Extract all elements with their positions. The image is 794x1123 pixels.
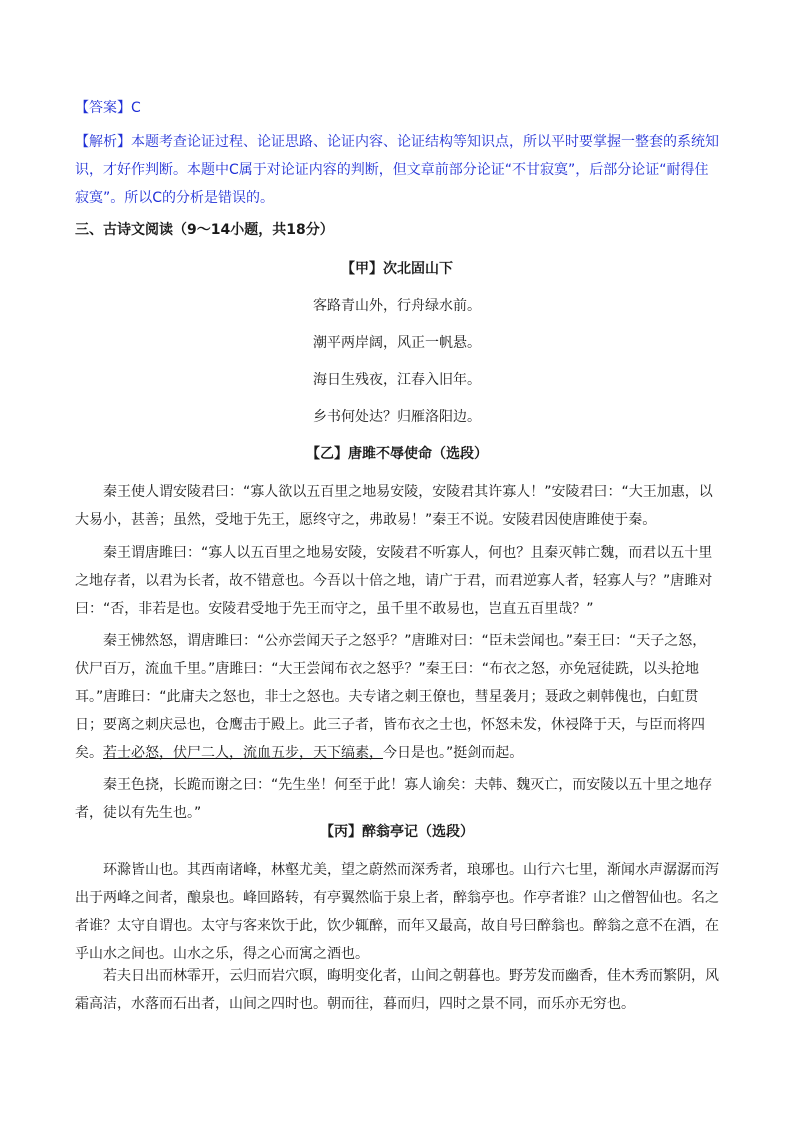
passage-c-paragraph-1: 环滁皆山也。其西南诸峰，林壑尤美，望之蔚然而深秀者，琅琊也。山行六七里，渐闻水声潺潺而泻出于两峰之间者，酿泉也。峰回路转，有亭翼然临于泉上者，醉翁亭也。作亭者谁？山之僧智仙也。名之者谁？太守自谓也。太守与客来饮于此，饮少辄醉，而年又最高，故自号曰醉翁也。醉翁之意不在酒，在乎山水之间也。山水之乐，得之心而寓之酒也。 [75, 862, 719, 962]
section-heading: 三、古诗文阅读（9～14小题，共18分） [75, 222, 334, 238]
poem-line: 客路青山外，行舟绿水前。 [313, 298, 481, 314]
poem-line: 乡书何处达？归雁洛阳边。 [313, 409, 481, 425]
passage-c-title: 【丙】醉翁亭记（选段） [320, 824, 474, 840]
passage-b-paragraph-1: 秦王使人谓安陵君曰：“寡人欲以五百里之地易安陵，安陵君其许寡人！”安陵君曰：“大王加惠，以大易小，甚善；虽然，受地于先王，愿终守之，弗敢易！”秦王不说。安陵君因使唐雎使于秦。 [75, 484, 713, 528]
analysis-text: 本题考查论证过程、论证思路、论证内容、论证结构等知识点，所以平时要掌握一整套的系统知识，才好作判断。本题中C属于对论证内容的判断，但文章前部分论证“不甘寂寞”，后部分论证“耐得住寂寞”。所以C的分析是错误的。 [75, 134, 719, 206]
analysis-label: 【解析】 [75, 134, 131, 150]
passage-b-paragraph-3-end: 今日是也。”挺剑而起。 [383, 745, 524, 761]
poem-line: 海日生残夜，江春入旧年。 [313, 372, 481, 388]
answer-value: C [131, 100, 141, 116]
passage-b-paragraph-3 [75, 627, 720, 767]
poem-line: 潮平两岸阔，风正一帆悬。 [313, 335, 481, 351]
passage-b-paragraph-4: 秦王色挠，长跪而谢之曰：“先生坐！何至于此！寡人谕矣：夫韩、魏灭亡，而安陵以五十里之地存者，徒以有先生也。” [75, 777, 713, 821]
analysis-paragraph [75, 128, 720, 212]
passage-b-title: 【乙】唐雎不辱使命（选段） [306, 446, 488, 462]
poem-title: 【甲】次北固山下 [341, 261, 453, 277]
passage-c-paragraph-2: 若夫日出而林霏开，云归而岩穴暝，晦明变化者，山间之朝暮也。野芳发而幽香，佳木秀而繁阴，风霜高洁，水落而石出者，山间之四时也。朝而往，暮而归，四时之景不同，而乐亦无穷也。 [75, 968, 719, 1012]
answer-line [75, 94, 720, 122]
passage-b-paragraph-3-text: 秦王怫然怒，谓唐雎曰：“公亦尝闻天子之怒乎？”唐雎对曰：“臣未尝闻也。”秦王曰：“天子之怒，伏尸百万，流血千里。”唐雎曰：“大王尝闻布衣之怒乎？”秦王曰：“布衣之怒，亦免冠徒跣，以头抢地耳。”唐雎曰：“此庸夫之怒也，非士之怒也。夫专诸之刺王僚也，彗星袭月；聂政之刺韩傀也，白虹贯日；要离之刺庆忌也，仓鹰击于殿上。此三子者，皆布衣之士也，怀怒未发，休祲降于天，与臣而将四矣。 [75, 633, 707, 761]
underlined-sentence: 若士必怒，伏尸二人，流血五步，天下缟素， [103, 745, 383, 761]
passage-b-paragraph-2: 秦王谓唐雎曰：“寡人以五百里之地易安陵，安陵君不听寡人，何也？且秦灭韩亡魏，而君以五十里之地存者，以君为长者，故不错意也。今吾以十倍之地，请广于君，而君逆寡人者，轻寡人与？”唐雎对曰：“否，非若是也。安陵君受地于先王而守之，虽千里不敢易也，岂直五百里哉？” [75, 545, 713, 617]
answer-label: 【答案】 [75, 100, 131, 116]
